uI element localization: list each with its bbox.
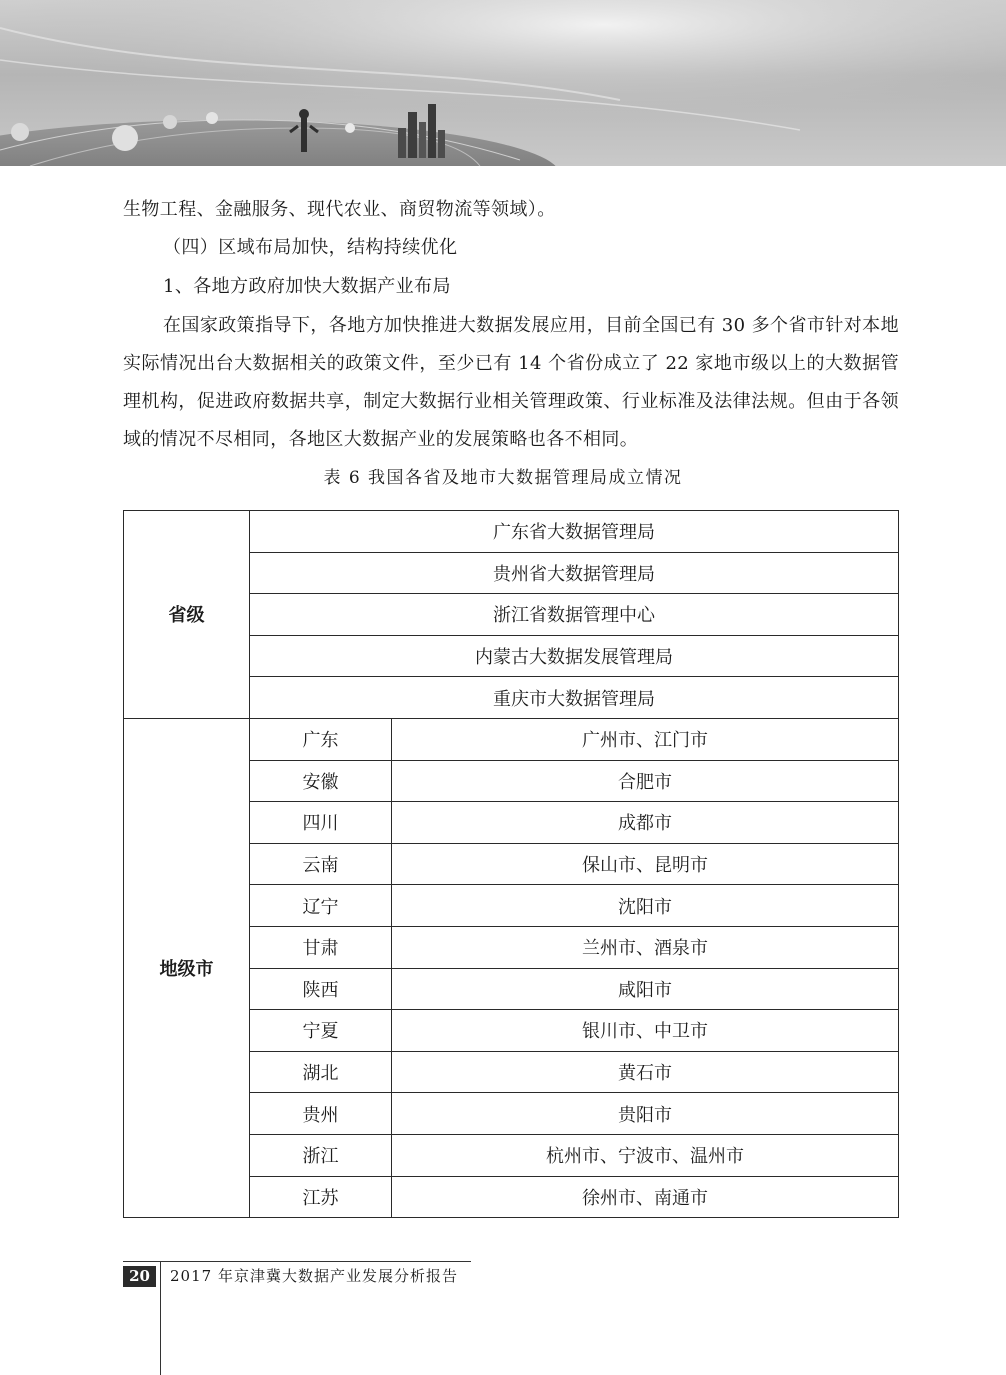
provincial-agency-cell: 广东省大数据管理局 <box>250 511 899 553</box>
cities-cell: 沈阳市 <box>392 885 899 927</box>
table-row <box>124 718 899 760</box>
cities-cell: 徐州市、南通市 <box>392 1176 899 1218</box>
paragraph-continuation: 生物工程、金融服务、现代农业、商贸物流等领域）。 <box>123 199 556 220</box>
province-cell: 宁夏 <box>250 1010 392 1052</box>
cities-cell: 兰州市、酒泉市 <box>392 926 899 968</box>
provincial-agency-cell: 内蒙古大数据发展管理局 <box>250 635 899 677</box>
province-cell: 广东 <box>250 718 392 760</box>
provincial-agency-cell: 重庆市大数据管理局 <box>250 677 899 719</box>
cities-cell: 保山市、昆明市 <box>392 843 899 885</box>
provincial-agency-cell: 贵州省大数据管理局 <box>250 552 899 594</box>
province-cell: 浙江 <box>250 1134 392 1176</box>
province-cell: 贵州 <box>250 1093 392 1135</box>
footer-rule <box>123 1261 471 1262</box>
group-label-city: 地级市 <box>124 718 250 1217</box>
footer-margin-line <box>160 1261 161 1375</box>
cities-cell: 贵阳市 <box>392 1093 899 1135</box>
cities-cell: 合肥市 <box>392 760 899 802</box>
big-data-agencies-table <box>123 510 899 1218</box>
province-cell: 四川 <box>250 802 392 844</box>
page-number: 20 <box>123 1266 156 1287</box>
cities-cell: 银川市、中卫市 <box>392 1010 899 1052</box>
province-cell: 湖北 <box>250 1051 392 1093</box>
body-paragraph: 在国家政策指导下，各地方加快推进大数据发展应用，目前全国已有 30 多个省市针对本地实际情况出台大数据相关的政策文件，至少已有 14 个省份成立了 22 家地市级以上的大数据管理机构，促进政府数据共享，制定大数据行业相关管理政策、行业标准及法律法规。但由于各领域的情况不尽相同，各地区大数据产业的发展策略也各不相同。 <box>123 315 899 450</box>
cities-cell: 广州市、江门市 <box>392 718 899 760</box>
province-cell: 辽宁 <box>250 885 392 927</box>
cities-cell: 成都市 <box>392 802 899 844</box>
province-cell: 云南 <box>250 843 392 885</box>
province-cell: 陕西 <box>250 968 392 1010</box>
cities-cell: 咸阳市 <box>392 968 899 1010</box>
cities-cell: 杭州市、宁波市、温州市 <box>392 1134 899 1176</box>
province-cell: 安徽 <box>250 760 392 802</box>
group-label-provincial: 省级 <box>124 511 250 719</box>
table-caption: 表 6 我国各省及地市大数据管理局成立情况 <box>323 468 683 488</box>
cities-cell: 黄石市 <box>392 1051 899 1093</box>
header-banner-image <box>0 0 1006 166</box>
section-heading: （四）区域布局加快，结构持续优化 <box>163 237 458 258</box>
report-title: 2017 年京津冀大数据产业发展分析报告 <box>170 1267 458 1285</box>
province-cell: 江苏 <box>250 1176 392 1218</box>
table-row <box>124 511 899 553</box>
subsection-heading: 1、各地方政府加快大数据产业布局 <box>163 276 451 297</box>
provincial-agency-cell: 浙江省数据管理中心 <box>250 594 899 636</box>
province-cell: 甘肃 <box>250 926 392 968</box>
